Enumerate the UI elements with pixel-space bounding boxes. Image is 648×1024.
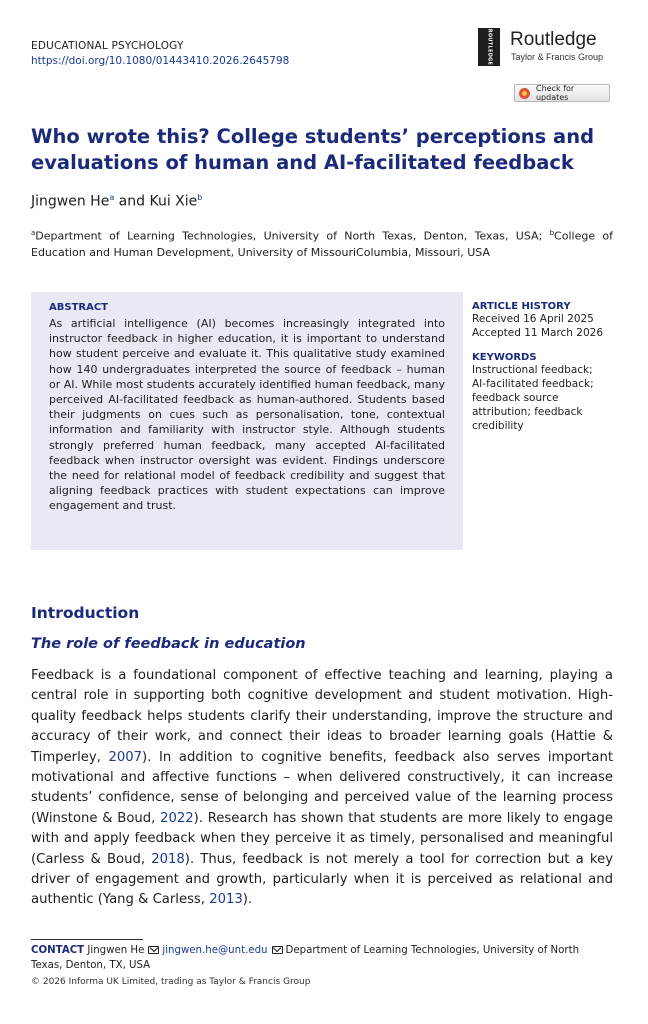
keyword-line: Instructional feedback; [472, 364, 593, 376]
check-for-updates-label: Check for updates [535, 84, 575, 102]
contact-address: Department of Learning Technologies, University of North Texas, Denton, TX, USA [31, 945, 580, 971]
contact-label: CONTACT [31, 945, 85, 956]
crossmark-icon [519, 88, 530, 99]
affiliation-text: Department of Learning Technologies, University of North Texas, Denton, Texas, USA; [35, 229, 550, 243]
publisher-subtitle: Taylor & Francis Group [511, 52, 604, 62]
affil-marker: b [549, 229, 555, 237]
author-name: Kui Xie [149, 193, 198, 210]
subsection-heading: The role of feedback in education [31, 636, 306, 652]
contact-name: Jingwen He [84, 945, 145, 956]
author-name: Jingwen He [31, 193, 110, 210]
citation-link[interactable]: 2022 [160, 810, 194, 826]
keyword-line: feedback source [472, 392, 559, 404]
author-conjunction: and [114, 193, 150, 210]
keyword-line: AI-facilitated feedback; [472, 378, 594, 390]
abstract-heading: ABSTRACT [49, 302, 108, 313]
article-title: Who wrote this? College students’ perceptions and evaluations of human and AI-facilitated feedback [31, 125, 595, 174]
section-heading: Introduction [31, 604, 140, 622]
address-icon [272, 946, 283, 954]
author-affil-marker[interactable]: a [109, 193, 115, 202]
journal-name: EDUCATIONAL PSYCHOLOGY [31, 40, 184, 52]
keywords [472, 352, 622, 433]
contact-footnote [31, 944, 613, 973]
abstract-text: As artificial intelligence (AI) becomes increasingly integrated into instructor feedback in higher education, it is important to understand how student perceive and evaluate it. This qualitative study examined how 140 undergraduates interpreted the source of feedback – human or AI. While most students accurately identified human feedback, many perceived AI-facilitated feedback as human-authored. Students based their judgments on cues such as personalisation, tone, contextual information and familiarity with instructor style. Although students strongly preferred human feedback, many accepted AI-facilitated feedback when instructor oversight was evident. Findings underscore the need for relational model of feedback credibility and suggest that aligning feedback practices with student expectations can improve engagement and trust. [49, 317, 445, 513]
citation-link[interactable]: 2013 [209, 892, 243, 908]
publisher-name: Routledge [510, 29, 597, 50]
abstract-box [31, 292, 463, 550]
affiliations [31, 225, 613, 261]
affiliation-text: College of Education and Human Development, University of MissouriColumbia, Missouri, USA [31, 229, 613, 259]
author-list [31, 193, 202, 210]
article-history-heading: ARTICLE HISTORY [472, 301, 571, 312]
copyright-notice: © 2026 Informa UK Limited, trading as Taylor & Francis Group [31, 977, 311, 987]
keyword-line: credibility [472, 420, 524, 432]
routledge-mark-icon: ROUTLEDGE [478, 28, 500, 66]
doi-link[interactable]: https://doi.org/10.1080/01443410.2026.2645798 [31, 55, 290, 67]
received-date: Received 16 April 2025 [472, 313, 594, 325]
keywords-heading: KEYWORDS [472, 352, 537, 363]
author-affil-marker[interactable]: b [197, 193, 203, 202]
routledge-logo[interactable] [478, 27, 628, 69]
body-paragraph: Feedback is a foundational component of effective teaching and learning, playing a central role in supporting both cognitive development and student motivation. High-quality feedback helps students clarify their understanding, improve the structure and accuracy of their work, and connect their ideas to broader learning goals (Hattie & Timperley, 2007). In addition to cognitive benefits, feedback also serves important motivational and affective functions – when delivered constructively, it can increase students’ confidence, sense of belonging and perceived value of the learning process (Winstone & Boud, 2022). Research has shown that students are more likely to engage with and apply feedback when they perceive it as timely, personalised and meaningful (Carless & Boud, 2018). Thus, feedback is not merely a tool for correction but a key driver of engagement and growth, particularly when it is perceived as relational and authentic (Yang & Carless, 2013). [31, 668, 613, 908]
citation-link[interactable]: 2007 [108, 749, 143, 765]
citation-link[interactable]: 2018 [151, 851, 185, 867]
contact-email-link[interactable]: jingwen.he@unt.edu [162, 945, 268, 956]
keyword-line: attribution; feedback [472, 406, 583, 418]
affil-marker: a [31, 229, 36, 237]
accepted-date: Accepted 11 March 2026 [472, 327, 604, 339]
article-history [472, 301, 622, 340]
footnote-divider [31, 939, 143, 940]
check-for-updates-button[interactable] [514, 84, 610, 102]
email-icon [148, 946, 159, 954]
